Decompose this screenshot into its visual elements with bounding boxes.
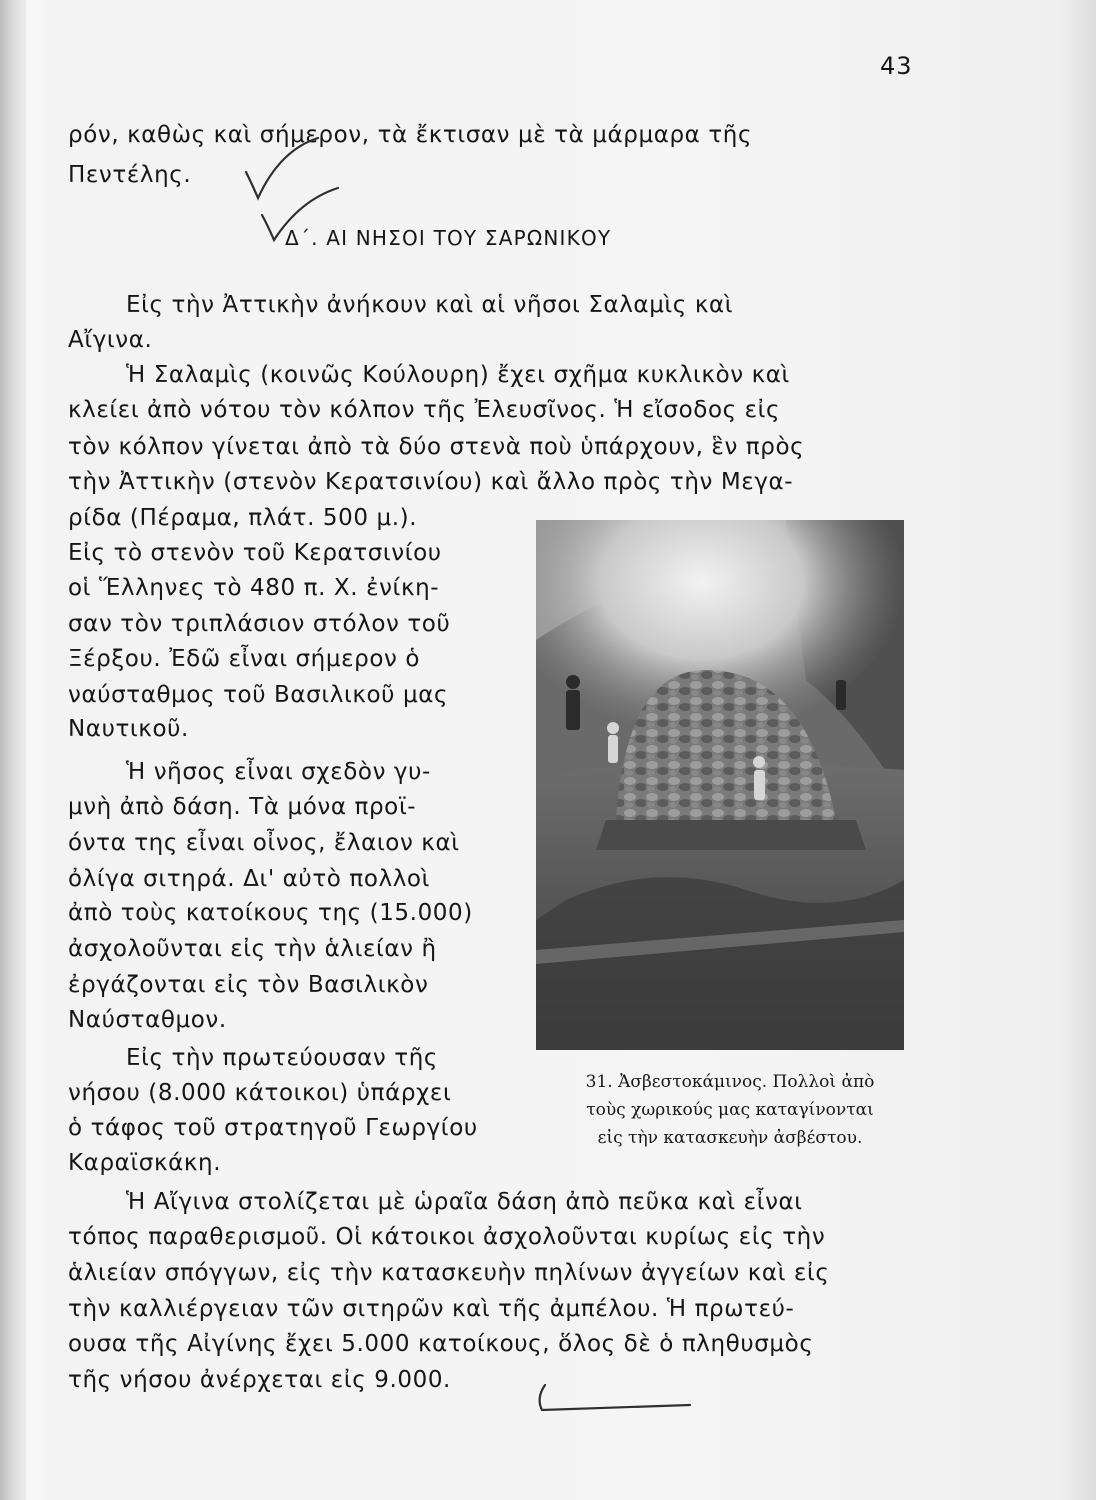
text-line: τὴν Ἀττικὴν (στενὸν Κερατσινίου) καὶ ἄλλο πρὸς τὴν Μεγα- [68, 469, 794, 495]
text-line: Ναυτικοῦ. [68, 716, 189, 742]
text-line: ρίδα (Πέραμα, πλάτ. 500 μ.). [68, 505, 418, 531]
text-line: ουσα τῆς Αἰγίνης ἔχει 5.000 κατοίκους, ὅλος δὲ ὁ πληθυσμὸς [68, 1331, 814, 1357]
text-line: Ξέρξου. Ἐδῶ εἶναι σήμερον ὁ [68, 646, 421, 672]
text-line: ἐργάζονται εἰς τὸν Βασιλικὸν [68, 972, 429, 998]
check-mark-icon [262, 188, 338, 240]
text-line: ἀπὸ τοὺς κατοίκους της (15.000) [68, 900, 473, 926]
text-line: τόπος παραθερισμοῦ. Οἱ κάτοικοι ἀσχολοῦνται κυρίως εἰς τὴν [68, 1224, 826, 1250]
page-number: 43 [880, 52, 913, 80]
text-line: Πεντέλης. [68, 162, 192, 188]
text-line: ὀλίγα σιτηρά. Δι' αὐτὸ πολλοὶ [68, 866, 430, 892]
text-line: τὴν καλλιέργειαν τῶν σιτηρῶν καὶ τῆς ἀμπέλου. Ἡ πρωτεύ- [68, 1296, 795, 1322]
text-line: κλείει ἀπὸ νότου τὸν κόλπον τῆς Ἐλευσῖνος. Ἡ εἴσοδος εἰς [68, 397, 781, 423]
text-line: όντα της εἶναι οἶνος, ἔλαιον καὶ [68, 830, 460, 856]
text-line: Ναύσταθμον. [68, 1007, 227, 1033]
text-line: Ἡ Αἴγινα στολίζεται μὲ ὡραῖα δάση ἀπὸ πεῦκα καὶ εἶναι [126, 1189, 803, 1215]
text-line: ὁ τάφος τοῦ στρατηγοῦ Γεωργίου [68, 1115, 478, 1141]
text-line: Καραϊσκάκη. [68, 1150, 222, 1176]
figure-caption-line: 31. Ἀσβεστοκάμινος. Πολλοὶ ἀπὸ [585, 1072, 875, 1092]
text-line: τὸν κόλπον γίνεται ἀπὸ τὰ δύο στενὰ ποὺ ὑπάρχουν, ἓν πρὸς [68, 434, 805, 460]
text-line: ναύσταθμος τοῦ Βασιλικοῦ μας [68, 682, 449, 708]
text-line: τῆς νήσου ἀνέρχεται εἰς 9.000. [68, 1367, 451, 1393]
figure-caption-line: τοὺς χωρικούς μας καταγίνονται [586, 1100, 874, 1120]
text-line: Εἰς τὴν Ἀττικὴν ἀνήκουν καὶ αἱ νῆσοι Σαλαμὶς καὶ [126, 292, 734, 318]
text-line: Ἡ νῆσος εἶναι σχεδὸν γυ- [126, 759, 431, 785]
text-line: ἀσχολοῦνται εἰς τὴν ἁλιείαν ἢ [68, 936, 437, 962]
text-line: Εἰς τὸ στενὸν τοῦ Κερατσινίου [68, 540, 442, 566]
check-mark-icon [246, 138, 318, 198]
section-heading: Δ΄. ΑΙ ΝΗΣΟΙ ΤΟΥ ΣΑΡΩΝΙΚΟΥ [285, 226, 612, 250]
text-line: οἱ Ἕλληνες τὸ 480 π. Χ. ἐνίκη- [68, 575, 440, 601]
text-line: ἁλιείαν σπόγγων, εἰς τὴν κατασκευὴν πηλίνων ἀγγείων καὶ εἰς [68, 1260, 830, 1286]
text-line: Αἴγινα. [68, 327, 153, 353]
pencil-stroke-icon [540, 1385, 690, 1410]
text-line: ρόν, καθὼς καὶ σήμερον, τὰ ἔκτισαν μὲ τὰ μάρμαρα τῆς [68, 122, 753, 148]
text-line: σαν τὸν τριπλάσιον στόλον τοῦ [68, 611, 451, 637]
figure-caption-line: εἰς τὴν κατασκευὴν ἀσβέστου. [597, 1128, 863, 1148]
text-line: νήσου (8.000 κάτοικοι) ὑπάρχει [68, 1080, 452, 1106]
text-line: μνὴ ἀπὸ δάση. Τὰ μόνα προϊ- [68, 794, 417, 820]
text-line: Ἡ Σαλαμὶς (κοινῶς Κούλουρη) ἔχει σχῆμα κυκλικὸν καὶ [126, 362, 790, 388]
text-line: Εἰς τὴν πρωτεύουσαν τῆς [126, 1045, 439, 1071]
